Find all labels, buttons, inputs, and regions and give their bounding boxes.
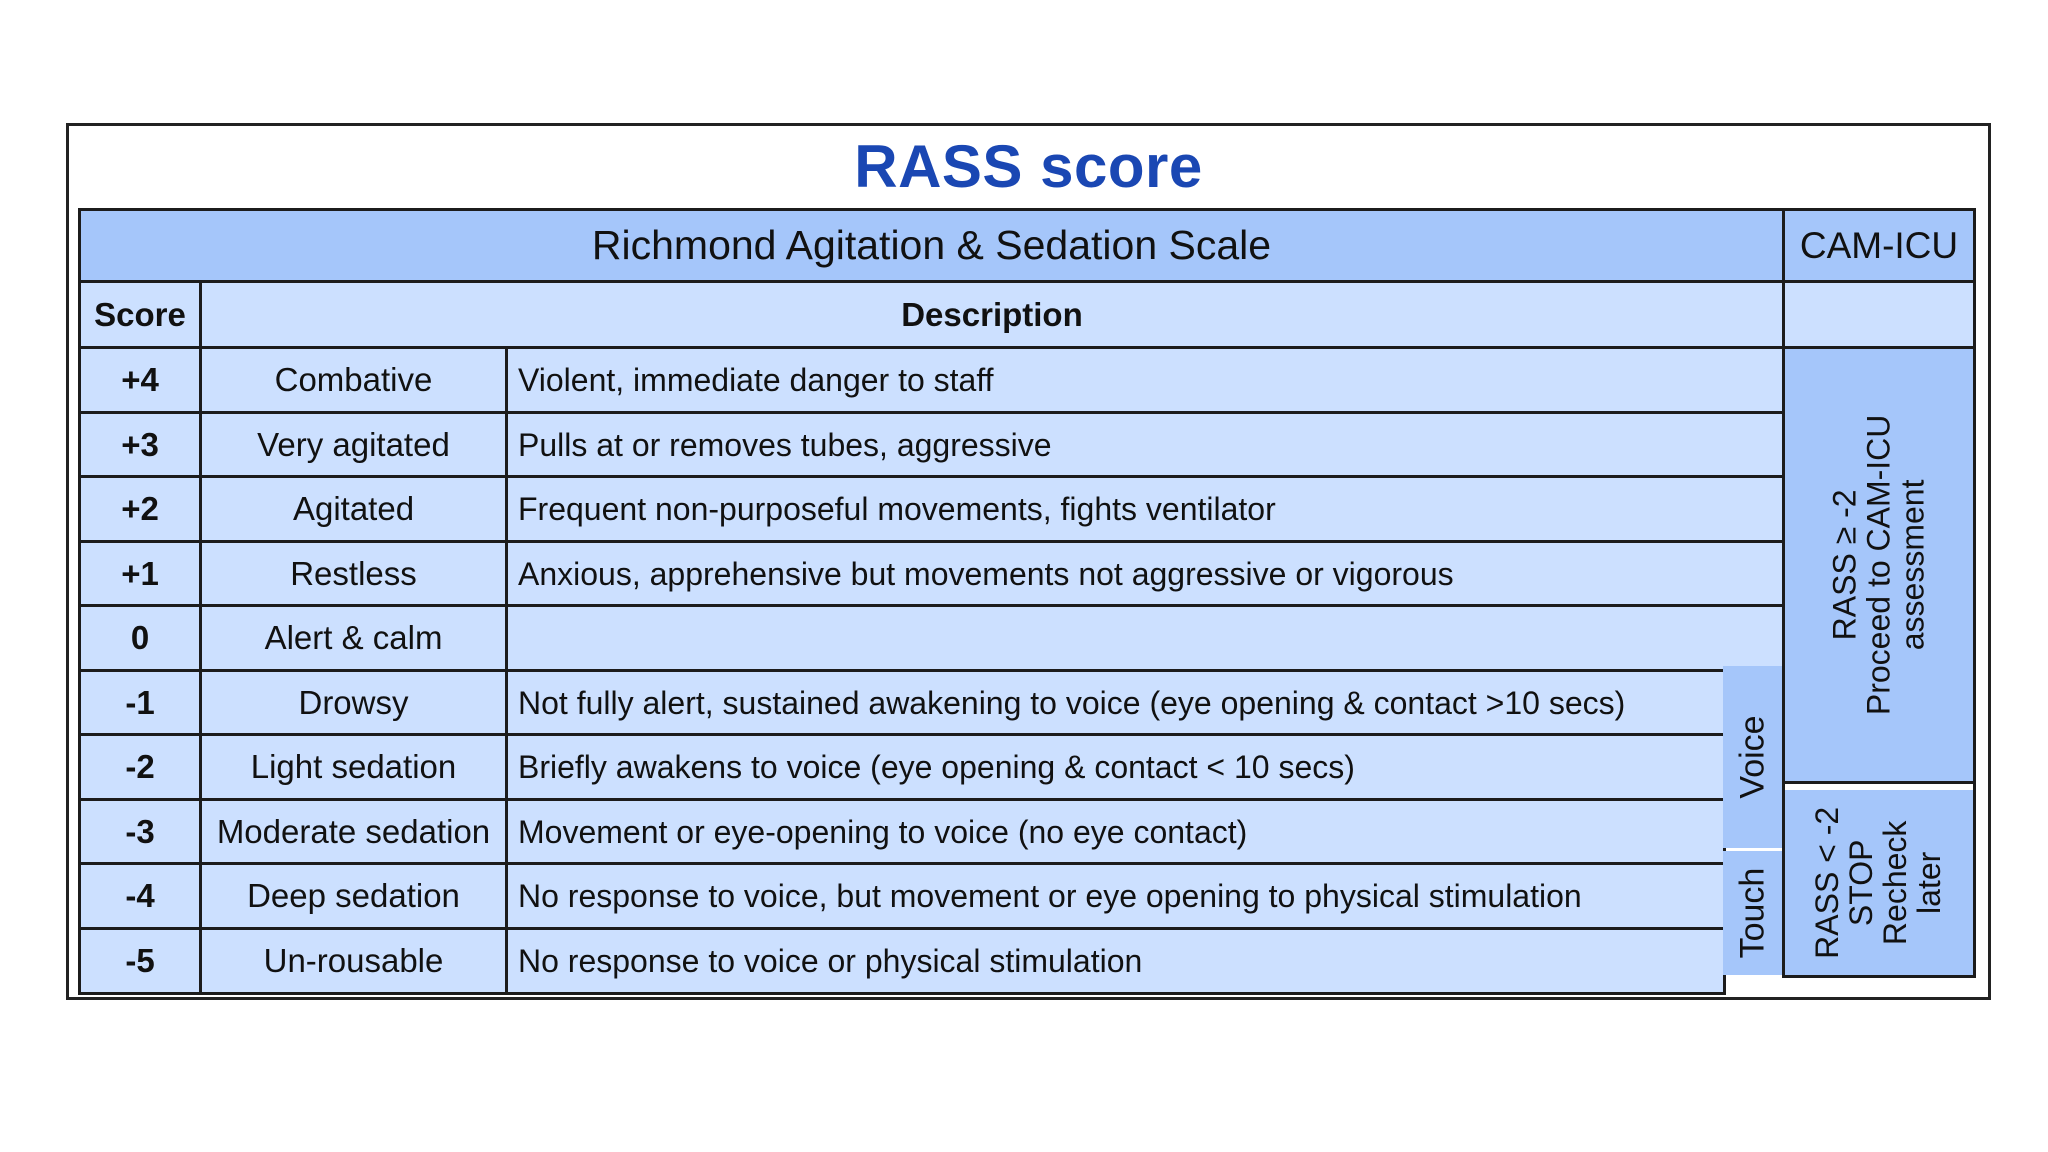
cam-icu-proceed-cell: [1785, 349, 1973, 781]
score-column-header: Score: [78, 280, 202, 349]
proceed-line-1: RASS ≥ -2: [1826, 489, 1863, 641]
touch-label: Touch: [1733, 867, 1772, 959]
score-cell: -4: [78, 862, 202, 930]
cam-icu-blank-header: [1782, 280, 1976, 349]
score-cell: +4: [78, 346, 202, 414]
voice-stimulus-cell: [1723, 666, 1782, 848]
score-cell: -2: [78, 733, 202, 801]
term-cell: Light sedation: [199, 733, 508, 801]
stop-line-4: later: [1910, 851, 1947, 914]
scale-name-header: Richmond Agitation & Sedation Scale: [78, 208, 1785, 283]
cam-icu-header: CAM-ICU: [1782, 208, 1976, 283]
cam-icu-left-border: [1782, 346, 1785, 978]
score-cell: -3: [78, 798, 202, 866]
cam-icu-stop-cell: [1785, 790, 1973, 975]
score-cell: +3: [78, 411, 202, 479]
term-cell: Combative: [199, 346, 508, 414]
term-cell: Moderate sedation: [199, 798, 508, 866]
description-cell: Frequent non-purposeful movements, fights ventilator: [505, 475, 1785, 543]
description-cell: No response to voice, but movement or eye opening to physical stimulation: [505, 862, 1726, 930]
description-cell: Pulls at or removes tubes, aggressive: [505, 411, 1785, 479]
score-cell: -1: [78, 669, 202, 737]
term-cell: Un-rousable: [199, 927, 508, 995]
score-cell: -5: [78, 927, 202, 995]
description-cell: [505, 604, 1785, 672]
term-cell: Very agitated: [199, 411, 508, 479]
score-cell: +2: [78, 475, 202, 543]
stop-line-1: RASS < -2: [1809, 806, 1846, 959]
stop-line-3: Recheck: [1877, 820, 1913, 945]
term-cell: Deep sedation: [199, 862, 508, 930]
term-cell: Alert & calm: [199, 604, 508, 672]
touch-stimulus-cell: [1723, 851, 1782, 975]
stop-line-2: STOP: [1843, 839, 1880, 926]
description-cell: Violent, immediate danger to staff: [505, 346, 1785, 414]
voice-label: Voice: [1733, 715, 1772, 799]
cam-icu-bottom-border: [1782, 975, 1976, 978]
description-cell: Anxious, apprehensive but movements not aggressive or vigorous: [505, 540, 1785, 608]
term-cell: Drowsy: [199, 669, 508, 737]
score-cell: +1: [78, 540, 202, 608]
cam-icu-proceed-text: [1828, 415, 1930, 716]
description-column-header: Description: [199, 280, 1785, 349]
description-cell: No response to voice or physical stimulation: [505, 927, 1726, 995]
description-cell: Briefly awakens to voice (eye opening & contact < 10 secs): [505, 733, 1726, 801]
proceed-line-2: Proceed to CAM-ICU: [1860, 414, 1897, 716]
description-cell: Not fully alert, sustained awakening to voice (eye opening & contact >10 secs): [505, 669, 1726, 737]
term-cell: Restless: [199, 540, 508, 608]
cam-icu-stop-text: [1811, 806, 1947, 958]
page-title: RASS score: [854, 133, 1203, 200]
table-right-border: [1973, 346, 1976, 978]
term-cell: Agitated: [199, 475, 508, 543]
description-cell: Movement or eye-opening to voice (no eye contact): [505, 798, 1726, 866]
proceed-line-3: assessment: [1893, 479, 1930, 651]
score-cell: 0: [78, 604, 202, 672]
cam-icu-divider: [1785, 781, 1973, 784]
